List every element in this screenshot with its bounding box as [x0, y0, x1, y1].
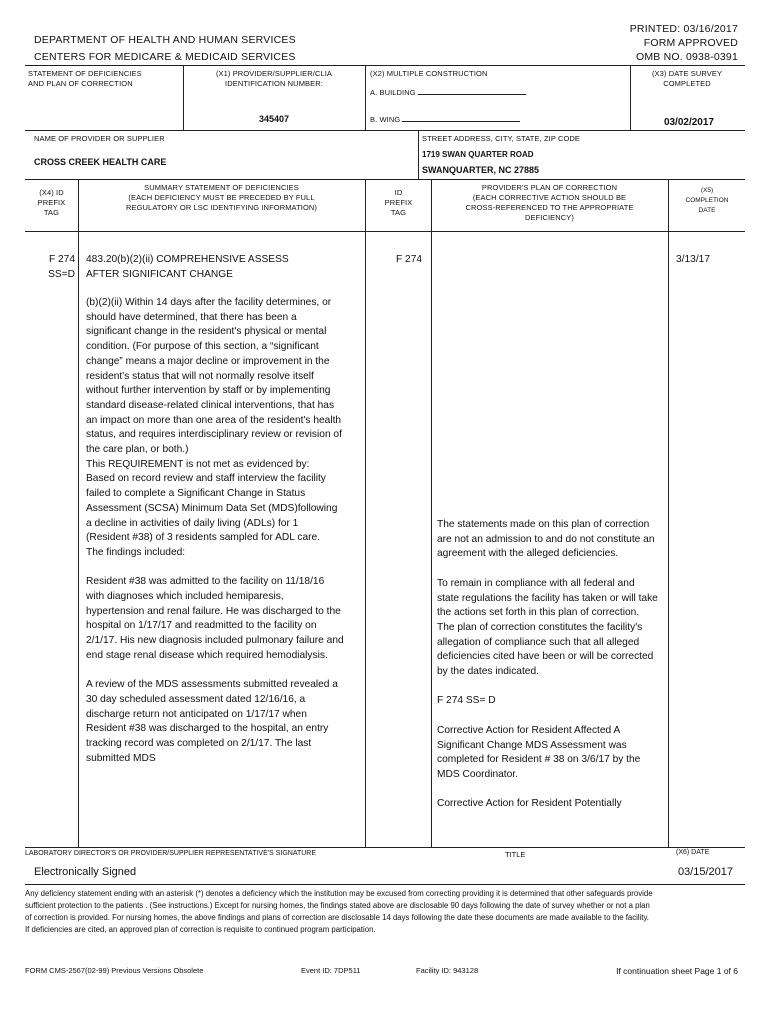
provider-name-value: CROSS CREEK HEALTH CARE	[34, 157, 167, 167]
summary-paragraph: (b)(2)(ii) Within 14 days after the facility determines, or should have determined, that there has been a significant change in the resident's physical or mental condition. (For purpose of this section, a “significant change” means a major decline or improvement in the resident's status that will not normally resolve itself without further intervention by staff or by implementing standard disease-related clinical interventions, that has an impact on more than one area of the resident's health status, and requires interdisciplinary review or revision of the care plan, or both.)	[86, 297, 342, 456]
plan-header: PROVIDER'S PLAN OF CORRECTION (EACH CORRECTIVE ACTION SHOULD BE CROSS-REFERENCED TO THE APPROPRIATE DEFICIENCY)	[465, 183, 634, 222]
signature-value: Electronically Signed	[34, 866, 137, 878]
centers-title: CENTERS FOR MEDICARE & MEDICAID SERVICES	[34, 51, 296, 63]
address-line2: SWANQUARTER, NC 27885	[422, 165, 540, 175]
plan-text	[437, 518, 659, 827]
plan-paragraph: Corrective Action for Resident Affected A Significant Change MDS Assessment was completed for Resident # 38 on 3/6/17 by the MDS Coordinator.	[437, 724, 641, 780]
omb-number: OMB NO. 0938-0391	[635, 51, 738, 63]
event-id: Event ID: 7DP511	[301, 966, 361, 975]
statement-label: STATEMENT OF DEFICIENCIES AND PLAN OF CORRECTION	[28, 69, 142, 88]
facility-id: Facility ID: 943128	[416, 966, 479, 975]
x4-header: (X4) ID PREFIX TAG	[37, 188, 66, 217]
title-label: TITLE	[505, 850, 526, 859]
plan-paragraph: To remain in compliance with all federal and state regulations the facility has taken or will take the actions set forth in this plan of correction. The plan of correction constitutes the facility's allegation of compliance such that all alleged deficiencies cited have been or will be corrected by the dates indicated.	[437, 577, 658, 678]
plan-paragraph: F 274 SS= D	[437, 695, 496, 707]
provider-id-value: 345407	[258, 114, 290, 124]
form-number: FORM CMS-2567(02-99) Previous Versions Obsolete	[25, 966, 204, 975]
department-title: DEPARTMENT OF HEALTH AND HUMAN SERVICES	[34, 34, 296, 46]
plan-paragraph: The statements made on this plan of correction are not an admission to and do not constitute an agreement with the alleged deficiencies.	[437, 519, 655, 560]
disclaimer-text: Any deficiency statement ending with an asterisk (*) denotes a deficiency which the institution may be excused from correcting providing it is determined that other safeguards provide sufficient protection to the patients . (See instructions.) Except for nursing homes, the findings stated above are disclosable 90 days following the date of survey whether or not a plan of correction is provided. For nursing homes, the above findings and plans of correction are disclosable 14 days following the date these documents are made available to the facility. If deficiencies are cited, an approved plan of correction is requisite to continued program participation.	[25, 889, 653, 934]
summary-paragraph: This REQUIREMENT is not met as evidenced by:	[86, 458, 310, 470]
id-header: ID PREFIX TAG	[384, 188, 413, 217]
plan-paragraph: Corrective Action for Resident Potentially	[437, 798, 622, 810]
prefix-tag: F 274 SS=D	[48, 254, 75, 280]
form-approved: FORM APPROVED	[643, 37, 738, 49]
id-tag: F 274	[396, 254, 423, 265]
multiple-construction-label: (X2) MULTIPLE CONSTRUCTION	[370, 69, 488, 78]
survey-date-label: (X3) DATE SURVEY COMPLETED	[651, 69, 723, 88]
survey-date-value: 03/02/2017	[663, 117, 714, 128]
continuation-page: If continuation sheet Page 1 of 6	[616, 966, 738, 976]
address-line1: 1719 SWAN QUARTER ROAD	[422, 150, 534, 159]
summary-paragraph: The findings included:	[86, 546, 186, 558]
provider-id-label: (X1) PROVIDER/SUPPLIER/CLIA IDENTIFICATION NUMBER:	[215, 69, 333, 88]
completion-date: 3/13/17	[676, 254, 710, 265]
x5-header: (X5) COMPLETION DATE	[685, 187, 729, 214]
printed-date: PRINTED: 03/16/2017	[629, 23, 738, 35]
provider-name-label: NAME OF PROVIDER OR SUPPLIER	[34, 134, 165, 143]
deficiency-title: 483.20(b)(2)(ii) COMPREHENSIVE ASSESS AFTER SIGNIFICANT CHANGE	[86, 254, 289, 280]
summary-paragraph: A review of the MDS assessments submitted revealed a 30 day scheduled assessment dated 12/16/16, a discharge return not anticipated on 1/17/17 when Resident #38 was discharged to the hospital, an entry tracking record was completed on 2/1/17. The last submitted MDS	[86, 679, 338, 764]
signature-label: LABORATORY DIRECTOR'S OR PROVIDER/SUPPLIER REPRESENTATIVE'S SIGNATURE	[25, 850, 317, 857]
summary-paragraph: Based on record review and staff interview the facility failed to complete a Significant Change in Status Assessment (SCSA) Minimum Data Set (MDS)following a decline in activities of daily living (ADLs) for 1 (Resident #38) of 3 residents sampled for ADL care.	[86, 473, 338, 544]
summary-text	[86, 296, 344, 781]
wing-field: B. WING	[370, 113, 520, 125]
date-value: 03/15/2017	[677, 866, 733, 878]
building-field: A. BUILDING	[370, 86, 526, 98]
address-label: STREET ADDRESS, CITY, STATE, ZIP CODE	[422, 134, 581, 143]
summary-header: SUMMARY STATEMENT OF DEFICIENCIES (EACH DEFICIENCY MUST BE PRECEDED BY FULL REGULATORY OR LSC IDENTIFYING INFORMATION)	[125, 183, 318, 212]
summary-paragraph: Resident #38 was admitted to the facility on 11/18/16 with diagnoses which included hemiparesis, hypertension and renal failure. He was discharged to the hospital on 1/17/17 and readmitted to the facility on 2/1/17. His new diagnosis included pulmonary failure and end stage renal disease which required hemodialysis.	[86, 576, 344, 661]
date-label: (X6) DATE	[676, 849, 710, 856]
